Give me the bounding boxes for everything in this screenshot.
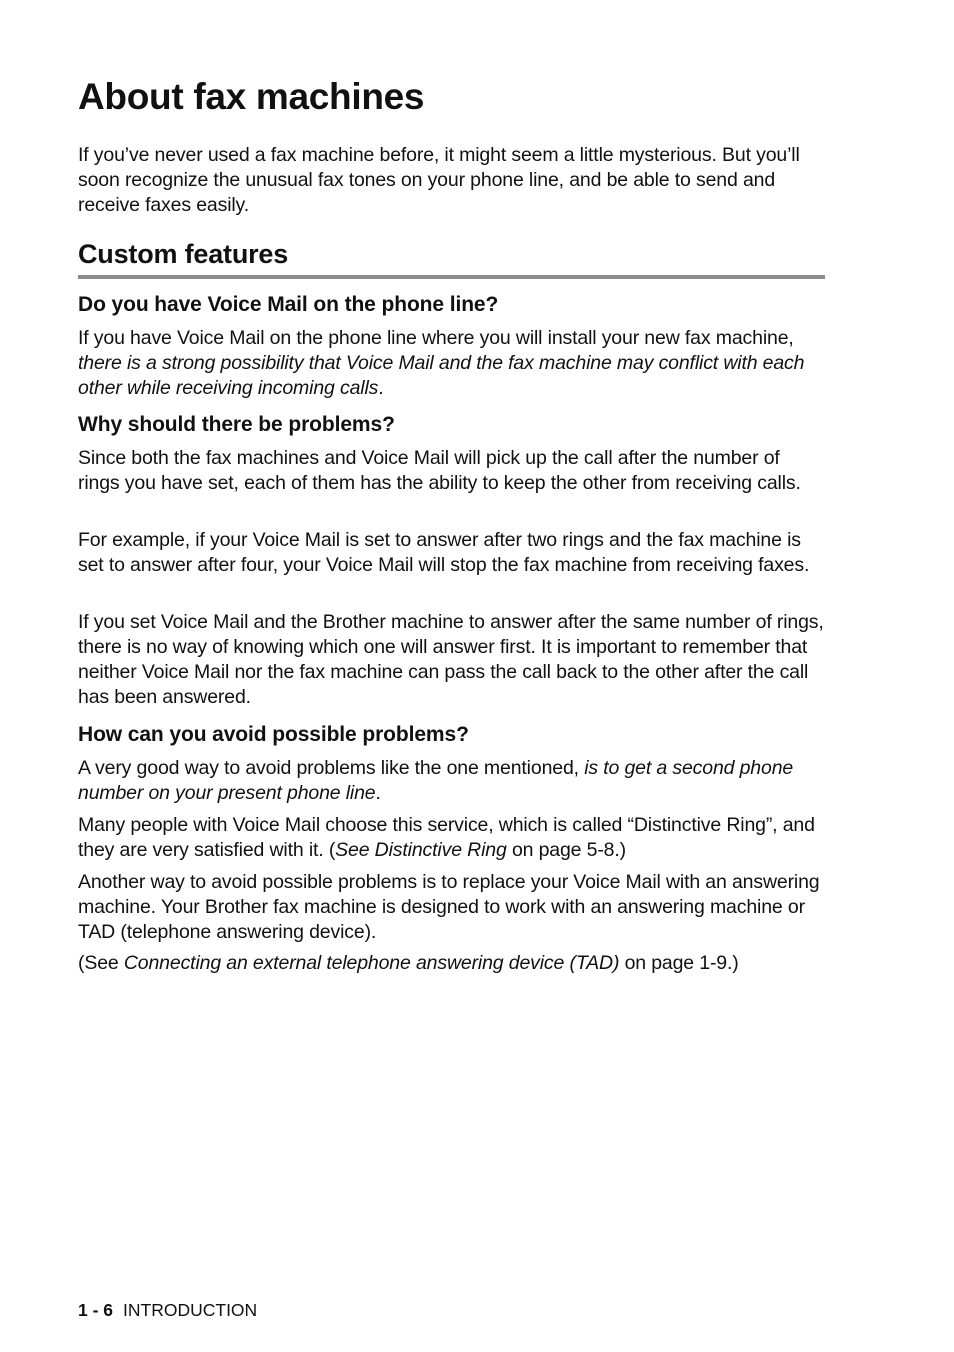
avoid-problems-paragraph-3: Another way to avoid possible problems is to replace your Voice Mail with an answering machine. Your Brother fax machine is designed to work with an answering machine or TAD (telephone answering device). [78, 871, 820, 943]
subheading-avoid-problems: How can you avoid possible problems? [78, 723, 469, 746]
avoid-problems-paragraph-2 [78, 813, 826, 863]
emphasis-text: Connecting an external telephone answering device (TAD) [123, 952, 620, 974]
avoid-problems-paragraph-1 [78, 756, 826, 806]
section-divider [78, 275, 825, 279]
text-segment: If you have Voice Mail on the phone line where you will install your new fax machine, [78, 327, 794, 349]
page-number: 1 - 6 [78, 1300, 114, 1320]
why-problems-paragraph-2: For example, if your Voice Mail is set to answer after two rings and the fax machine is set to answer after four, your Voice Mail will stop the fax machine from receiving faxes. [78, 529, 810, 576]
page-title: About fax machines [78, 76, 425, 117]
intro-paragraph: If you’ve never used a fax machine before, it might seem a little mysterious. But you’ll soon recognize the unusual fax tones on your phone line, and be able to send and receive faxes easily. [78, 144, 800, 216]
text-segment: on page 1-9.) [619, 952, 739, 974]
subheading-voice-mail: Do you have Voice Mail on the phone line? [78, 293, 499, 316]
emphasis-text: See Distinctive Ring [335, 839, 507, 861]
section-heading-custom-features: Custom features [78, 239, 289, 269]
text-segment: A very good way to avoid problems like the one mentioned, [78, 757, 585, 779]
text-segment: (See [78, 952, 124, 974]
page-footer [78, 1300, 257, 1321]
subheading-why-problems: Why should there be problems? [78, 413, 395, 436]
why-problems-paragraph-3: If you set Voice Mail and the Brother machine to answer after the same number of rings, there is no way of knowing which one will answer first. It is important to remember that neither Voice Mail nor the fax machine can pass the call back to the other after the call has been answered. [78, 611, 824, 708]
text-segment: . [378, 377, 384, 399]
why-problems-paragraph-1: Since both the fax machines and Voice Mail will pick up the call after the number of rings you have set, each of them has the ability to keep the other from receiving calls. [78, 447, 801, 494]
text-segment: on page 5-8.) [506, 839, 626, 861]
chapter-name: INTRODUCTION [123, 1300, 258, 1320]
avoid-problems-paragraph-4 [78, 951, 826, 976]
text-segment: . [375, 782, 381, 804]
emphasis-text: is to get a second phone number on your present phone line [78, 757, 794, 804]
voice-mail-paragraph [78, 326, 826, 401]
text-segment: Many people with Voice Mail choose this service, which is called “Distinctive Ring”, and they are very satisfied with it. ( [78, 814, 815, 861]
emphasis-text: there is a strong possibility that Voice Mail and the fax machine may conflict with each other while receiving incoming calls [78, 352, 805, 399]
